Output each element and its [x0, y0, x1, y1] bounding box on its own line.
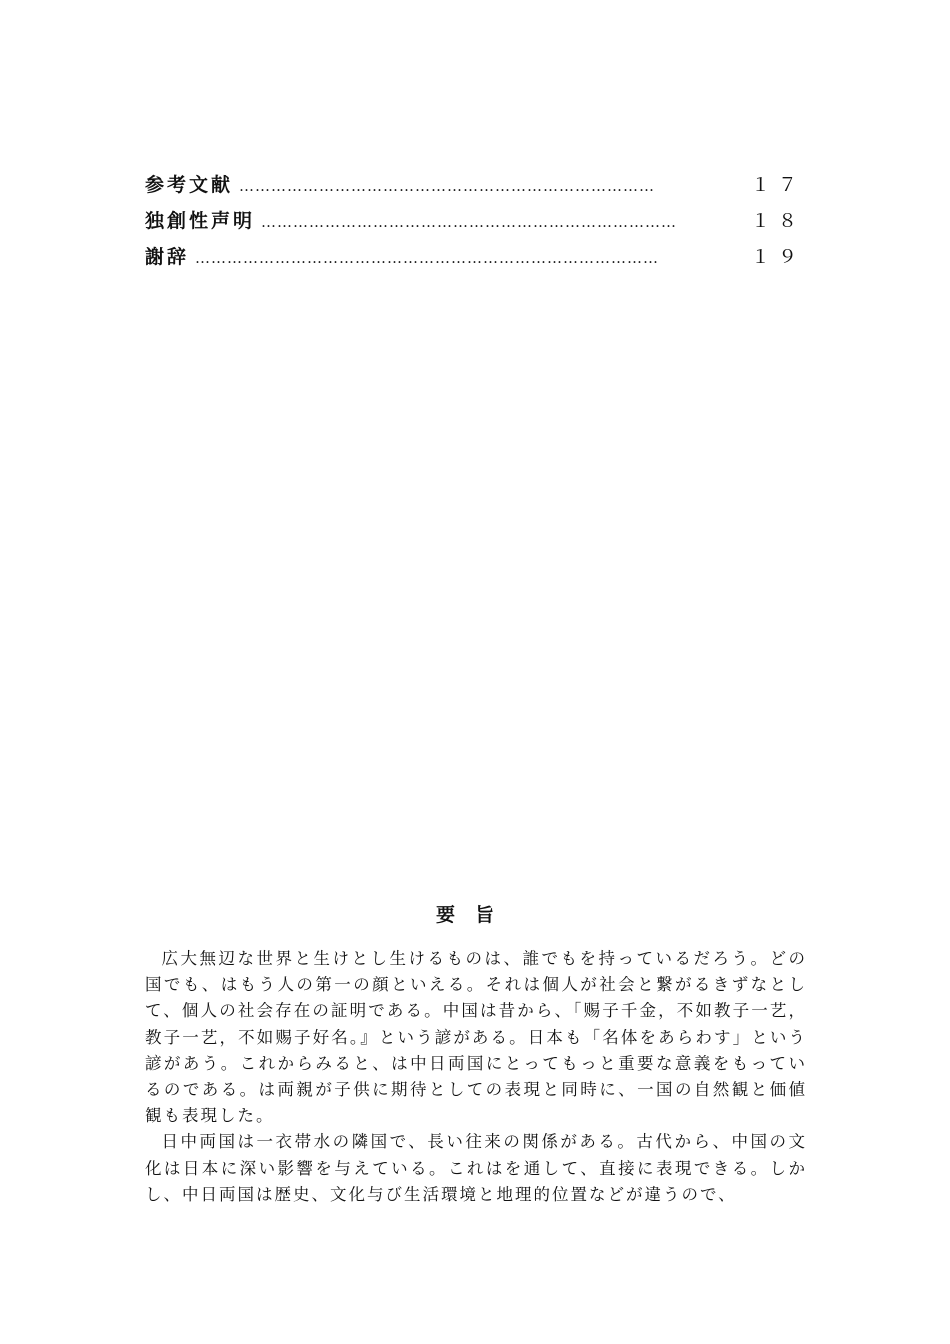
- toc-dot-leader: ……………………………………………………………………: [239, 177, 656, 195]
- summary-paragraph: 日中両国は一衣帯水の隣国で、長い往来の関係がある。古代から、中国の文化は日本に深い影響を与えている。これはを通して、直接に表現できる。しかし、中日両国は歴史、文化与び生活環境と地理的位置などが違うので、: [145, 1132, 807, 1204]
- toc-page-number: １７: [750, 174, 805, 196]
- summary-paragraph: 広大無辺な世界と生けとし生けるものは、誰でもを持っているだろう。どの国でも、はもう人の第一の顔といえる。それは個人が社会と繋がるきずなとして、個人の社会存在の証明である。中国は昔から、「赐子千金，不如教子一艺，教子一艺，不如赐子好名。』という諺がある。日本も「名体をあらわす」という諺があう。これからみると、は中日両国にとってもっと重要な意義をもっているのである。は両親が子供に期待としての表現と同時に、一国の自然観と価値観も表現した。: [145, 949, 808, 1126]
- summary-heading: 要旨: [435, 904, 514, 926]
- toc-page-number: １９: [750, 246, 805, 268]
- toc-entry-title: 謝辞: [145, 246, 190, 268]
- toc-page-number: １８: [750, 210, 805, 232]
- toc-entry-references[interactable]: [145, 170, 805, 206]
- toc-dot-leader: ……………………………………………………………………………: [195, 249, 660, 267]
- toc-entry-acknowledgements[interactable]: [145, 242, 805, 278]
- toc-entry-title: 参考文献: [145, 174, 234, 196]
- table-of-contents: [145, 170, 805, 278]
- toc-entry-originality-statement[interactable]: [145, 206, 805, 242]
- toc-dot-leader: ……………………………………………………………………: [261, 213, 678, 231]
- summary-body: [145, 946, 807, 1208]
- toc-entry-title: 独創性声明: [145, 210, 256, 232]
